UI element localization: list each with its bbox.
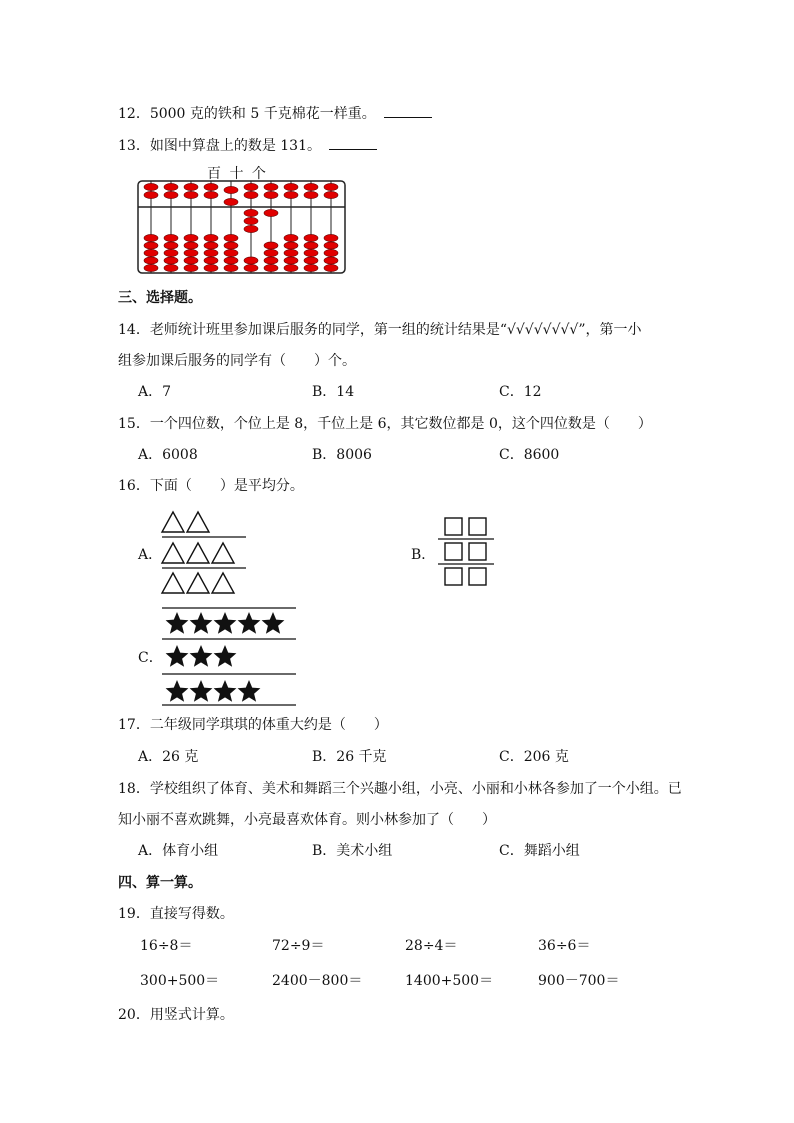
q17-option-a[interactable]: A．26 克 xyxy=(138,749,199,765)
question-13 xyxy=(118,135,377,156)
abacus-bead xyxy=(284,257,298,264)
q18-option-c[interactable]: C．舞蹈小组 xyxy=(499,843,580,859)
abacus-bead xyxy=(204,257,218,264)
question-14-line2: 组参加课后服务的同学有（ ）个。 xyxy=(118,353,356,369)
square-icon xyxy=(445,518,462,535)
abacus-bead xyxy=(284,191,298,198)
abacus-bead xyxy=(224,242,238,249)
abacus-bead xyxy=(164,257,178,264)
abacus-bead xyxy=(144,242,158,249)
abacus-figure xyxy=(137,180,347,276)
abacus-bead xyxy=(244,209,258,216)
abacus-bead xyxy=(244,191,258,198)
abacus-bead xyxy=(264,257,278,264)
abacus-bead xyxy=(204,234,218,241)
triangle-icon xyxy=(162,573,184,593)
abacus-bead xyxy=(164,242,178,249)
star-icon xyxy=(238,612,261,634)
abacus-bead xyxy=(264,249,278,256)
q17-option-c[interactable]: C．206 克 xyxy=(499,749,569,765)
question-19-text: 19．直接写得数。 xyxy=(118,906,234,922)
abacus-bead xyxy=(144,183,158,190)
calc-item: 2400－800＝ xyxy=(272,973,363,989)
abacus-bead xyxy=(304,234,318,241)
square-icon xyxy=(469,543,486,560)
question-17-text: 17．二年级同学琪琪的体重大约是（ ） xyxy=(118,717,388,733)
calc-item: 1400+500＝ xyxy=(405,973,494,989)
abacus-bead xyxy=(324,183,338,190)
abacus-bead xyxy=(204,249,218,256)
calc-item: 900－700＝ xyxy=(538,973,620,989)
question-20-text: 20．用竖式计算。 xyxy=(118,1007,234,1023)
abacus-bead xyxy=(324,257,338,264)
triangle-icon xyxy=(187,512,209,532)
star-icon xyxy=(238,680,261,702)
q15-option-b[interactable]: B．8006 xyxy=(312,447,372,463)
abacus-bead xyxy=(324,191,338,198)
abacus-bead xyxy=(184,257,198,264)
abacus-bead xyxy=(284,183,298,190)
abacus-bead xyxy=(244,183,258,190)
star-icon xyxy=(190,612,213,634)
abacus-bead xyxy=(264,242,278,249)
abacus-bead xyxy=(184,183,198,190)
q14-option-b[interactable]: B．14 xyxy=(312,384,355,400)
abacus-bead xyxy=(304,183,318,190)
abacus-bead xyxy=(164,183,178,190)
q15-option-c[interactable]: C．8600 xyxy=(499,447,560,463)
section-4-title: 四、算一算。 xyxy=(118,875,202,891)
triangle-icon xyxy=(212,573,234,593)
square-icon xyxy=(469,568,486,585)
q16-option-c-label[interactable]: C． xyxy=(138,650,163,666)
star-icon xyxy=(214,645,237,667)
abacus-bead xyxy=(264,191,278,198)
abacus-bead xyxy=(224,249,238,256)
abacus-bead xyxy=(164,191,178,198)
abacus-bead xyxy=(184,191,198,198)
abacus-bead xyxy=(324,249,338,256)
abacus-bead xyxy=(204,183,218,190)
q15-option-a[interactable]: A．6008 xyxy=(138,447,198,463)
star-icon xyxy=(166,645,189,667)
abacus-bead xyxy=(144,234,158,241)
star-icon xyxy=(214,680,237,702)
question-15-text: 15．一个四位数，个位上是 8，千位上是 6，其它数位都是 0，这个四位数是（ ） xyxy=(118,416,652,432)
question-14-line1: 14．老师统计班里参加课后服务的同学，第一组的统计结果是“√√√√√√√√”，第一小 xyxy=(118,322,642,338)
calc-item: 300+500＝ xyxy=(140,973,220,989)
abacus-bead xyxy=(244,225,258,232)
abacus-bead xyxy=(304,191,318,198)
answer-blank-13[interactable] xyxy=(329,135,377,150)
abacus-bead xyxy=(184,234,198,241)
abacus-bead xyxy=(304,242,318,249)
question-13-text: 13．如图中算盘上的数是 131。 xyxy=(118,138,321,154)
abacus-bead xyxy=(304,249,318,256)
abacus-bead xyxy=(244,264,258,271)
abacus-bead xyxy=(204,264,218,271)
star-icon xyxy=(214,612,237,634)
square-icon xyxy=(445,568,462,585)
abacus-place-labels: 百 十 个 xyxy=(207,166,268,182)
abacus-bead xyxy=(264,264,278,271)
abacus-bead xyxy=(144,264,158,271)
abacus-bead xyxy=(284,242,298,249)
abacus-bead xyxy=(204,191,218,198)
abacus-bead xyxy=(224,264,238,271)
abacus-bead xyxy=(304,264,318,271)
triangle-icon xyxy=(187,573,209,593)
q16-option-a-triangles-figure xyxy=(160,510,252,598)
abacus-bead xyxy=(144,257,158,264)
abacus-bead xyxy=(224,186,238,193)
calc-item: 28÷4＝ xyxy=(405,938,458,954)
abacus-bead xyxy=(244,217,258,224)
triangle-icon xyxy=(162,512,184,532)
q17-option-b[interactable]: B．26 千克 xyxy=(312,749,387,765)
triangle-icon xyxy=(162,543,184,563)
calc-item: 16÷8＝ xyxy=(140,938,193,954)
abacus-bead xyxy=(164,249,178,256)
calc-item: 36÷6＝ xyxy=(538,938,591,954)
abacus-bead xyxy=(324,264,338,271)
abacus-bead xyxy=(184,242,198,249)
q16-option-a-label[interactable]: A． xyxy=(138,547,163,563)
abacus-bead xyxy=(264,209,278,216)
q16-option-b-label[interactable]: B． xyxy=(411,547,436,563)
abacus-bead xyxy=(244,257,258,264)
question-12-text: 12．5000 克的铁和 5 千克棉花一样重。 xyxy=(118,106,376,122)
abacus-bead xyxy=(324,242,338,249)
q18-option-a[interactable]: A．体育小组 xyxy=(138,843,219,859)
abacus-bead xyxy=(184,249,198,256)
question-12 xyxy=(118,103,432,124)
triangle-icon xyxy=(187,543,209,563)
section-3-title: 三、选择题。 xyxy=(118,290,202,306)
abacus-bead xyxy=(324,234,338,241)
question-16-text: 16．下面（ ）是平均分。 xyxy=(118,478,304,494)
abacus-bead xyxy=(264,183,278,190)
q14-option-c[interactable]: C．12 xyxy=(499,384,542,400)
question-18-line1: 18．学校组织了体育、美术和舞蹈三个兴趣小组，小亮、小丽和小林各参加了一个小组。已 xyxy=(118,781,682,797)
abacus-bead xyxy=(204,242,218,249)
q14-option-a[interactable]: A．7 xyxy=(138,384,172,400)
star-icon xyxy=(262,612,285,634)
question-18-line2: 知小丽不喜欢跳舞，小亮最喜欢体育。则小林参加了（ ） xyxy=(118,812,496,828)
abacus-bead xyxy=(284,249,298,256)
star-icon xyxy=(166,612,189,634)
abacus-bead xyxy=(284,234,298,241)
square-icon xyxy=(445,543,462,560)
abacus-bead xyxy=(224,234,238,241)
calc-item: 72÷9＝ xyxy=(272,938,325,954)
q18-option-b[interactable]: B．美术小组 xyxy=(312,843,393,859)
answer-blank-12[interactable] xyxy=(384,103,432,118)
abacus-bead xyxy=(144,191,158,198)
abacus-bead xyxy=(164,234,178,241)
q16-option-b-squares-figure xyxy=(436,515,498,589)
square-icon xyxy=(469,518,486,535)
abacus-bead xyxy=(224,198,238,205)
abacus-bead xyxy=(144,249,158,256)
q16-option-c-stars-figure xyxy=(160,608,300,706)
abacus-bead xyxy=(164,264,178,271)
abacus-bead xyxy=(284,264,298,271)
abacus-bead xyxy=(184,264,198,271)
abacus-bead xyxy=(304,257,318,264)
triangle-icon xyxy=(212,543,234,563)
star-icon xyxy=(190,645,213,667)
star-icon xyxy=(190,680,213,702)
abacus-bead xyxy=(224,257,238,264)
star-icon xyxy=(166,680,189,702)
